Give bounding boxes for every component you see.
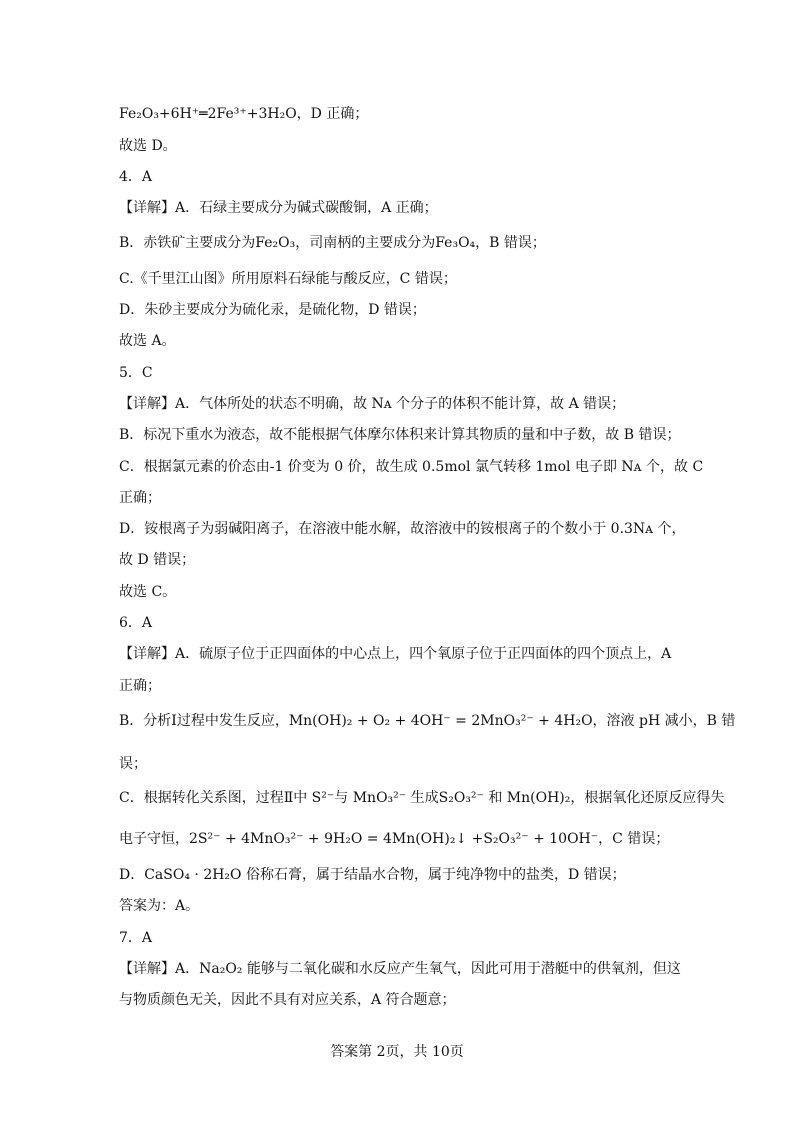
text-line-3: 4．A [119, 169, 153, 185]
text-line-20: B．分析Ⅰ过程中发生反应，Mn(OH)₂ + O₂ + 4OH⁻ = 2MnO₃²⁻ + 4H₂O，溶液 pH 减小，B 错 [119, 713, 736, 729]
text-line-1: Fe₂O₃+6H⁺═2Fe³⁺+3H₂O，D 正确； [119, 106, 369, 122]
text-line-19: 正确； [119, 678, 161, 694]
text-line-5: B．赤铁矿主要成分为Fe₂O₃，司南柄的主要成分为Fe₃O₄，B 错误； [119, 235, 546, 251]
text-line-26: 7．A [119, 930, 153, 946]
text-line-11: B．标况下重水为液态，故不能根据气体摩尔体积来计算其物质的量和中子数，故 B 错误； [119, 427, 681, 443]
text-line-2: 故选 D。 [119, 138, 177, 154]
page-footer: 答案第 2页，共 10页 [330, 1044, 464, 1060]
text-line-6: C.《千里江山图》所用原料石绿能与酸反应，C 错误； [119, 271, 457, 287]
text-line-22: C．根据转化关系图，过程Ⅱ中 S²⁻与 MnO₃²⁻ 生成S₂O₃²⁻ 和 Mn(OH)₂，根据氧化还原反应得失 [119, 790, 725, 806]
text-line-28: 与物质颜色无关，因此不具有对应关系，A 符合题意； [119, 992, 456, 1008]
text-line-18: 【详解】A．硫原子位于正四面体的中心点上，四个氧原子位于正四面体的四个顶点上，A [119, 646, 672, 662]
text-line-7: D．朱砂主要成分为硫化汞，是硫化物，D 错误； [119, 302, 426, 318]
text-line-16: 故选 C。 [119, 584, 177, 600]
text-line-9: 5．C [119, 365, 153, 381]
text-line-23: 电子守恒，2S²⁻ + 4MnO₃²⁻ + 9H₂O = 4Mn(OH)₂↓ +S₂O₃²⁻ + 10OH⁻，C 错误； [119, 831, 670, 847]
text-line-21: 误； [119, 756, 147, 772]
text-line-17: 6．A [119, 615, 153, 631]
text-line-24: D．CaSO₄ · 2H₂O 俗称石膏，属于结晶水合物，属于纯净物中的盐类，D 错误； [119, 867, 626, 883]
text-line-15: 故 D 错误； [119, 552, 196, 568]
text-line-12: C．根据氯元素的价态由-1 价变为 0 价，故生成 0.5mol 氯气转移 1mol 电子即 Nᴀ 个，故 C [119, 459, 704, 475]
text-line-10: 【详解】A．气体所处的状态不明确，故 Nᴀ 个分子的体积不能计算，故 A 错误； [119, 396, 626, 412]
text-line-27: 【详解】A．Na₂O₂ 能够与二氧化碳和水反应产生氧气，因此可用于潜艇中的供氧剂，但这 [119, 961, 681, 977]
text-line-8: 故选 A。 [119, 333, 176, 349]
text-line-25: 答案为：A。 [119, 898, 200, 914]
text-line-14: D．铵根离子为弱碱阳离子，在溶液中能水解，故溶液中的铵根离子的个数小于 0.3Nᴀ 个， [119, 521, 686, 537]
text-line-13: 正确； [119, 490, 161, 506]
text-line-4: 【详解】A．石绿主要成分为碱式碳酸铜，A 正确； [119, 200, 438, 216]
